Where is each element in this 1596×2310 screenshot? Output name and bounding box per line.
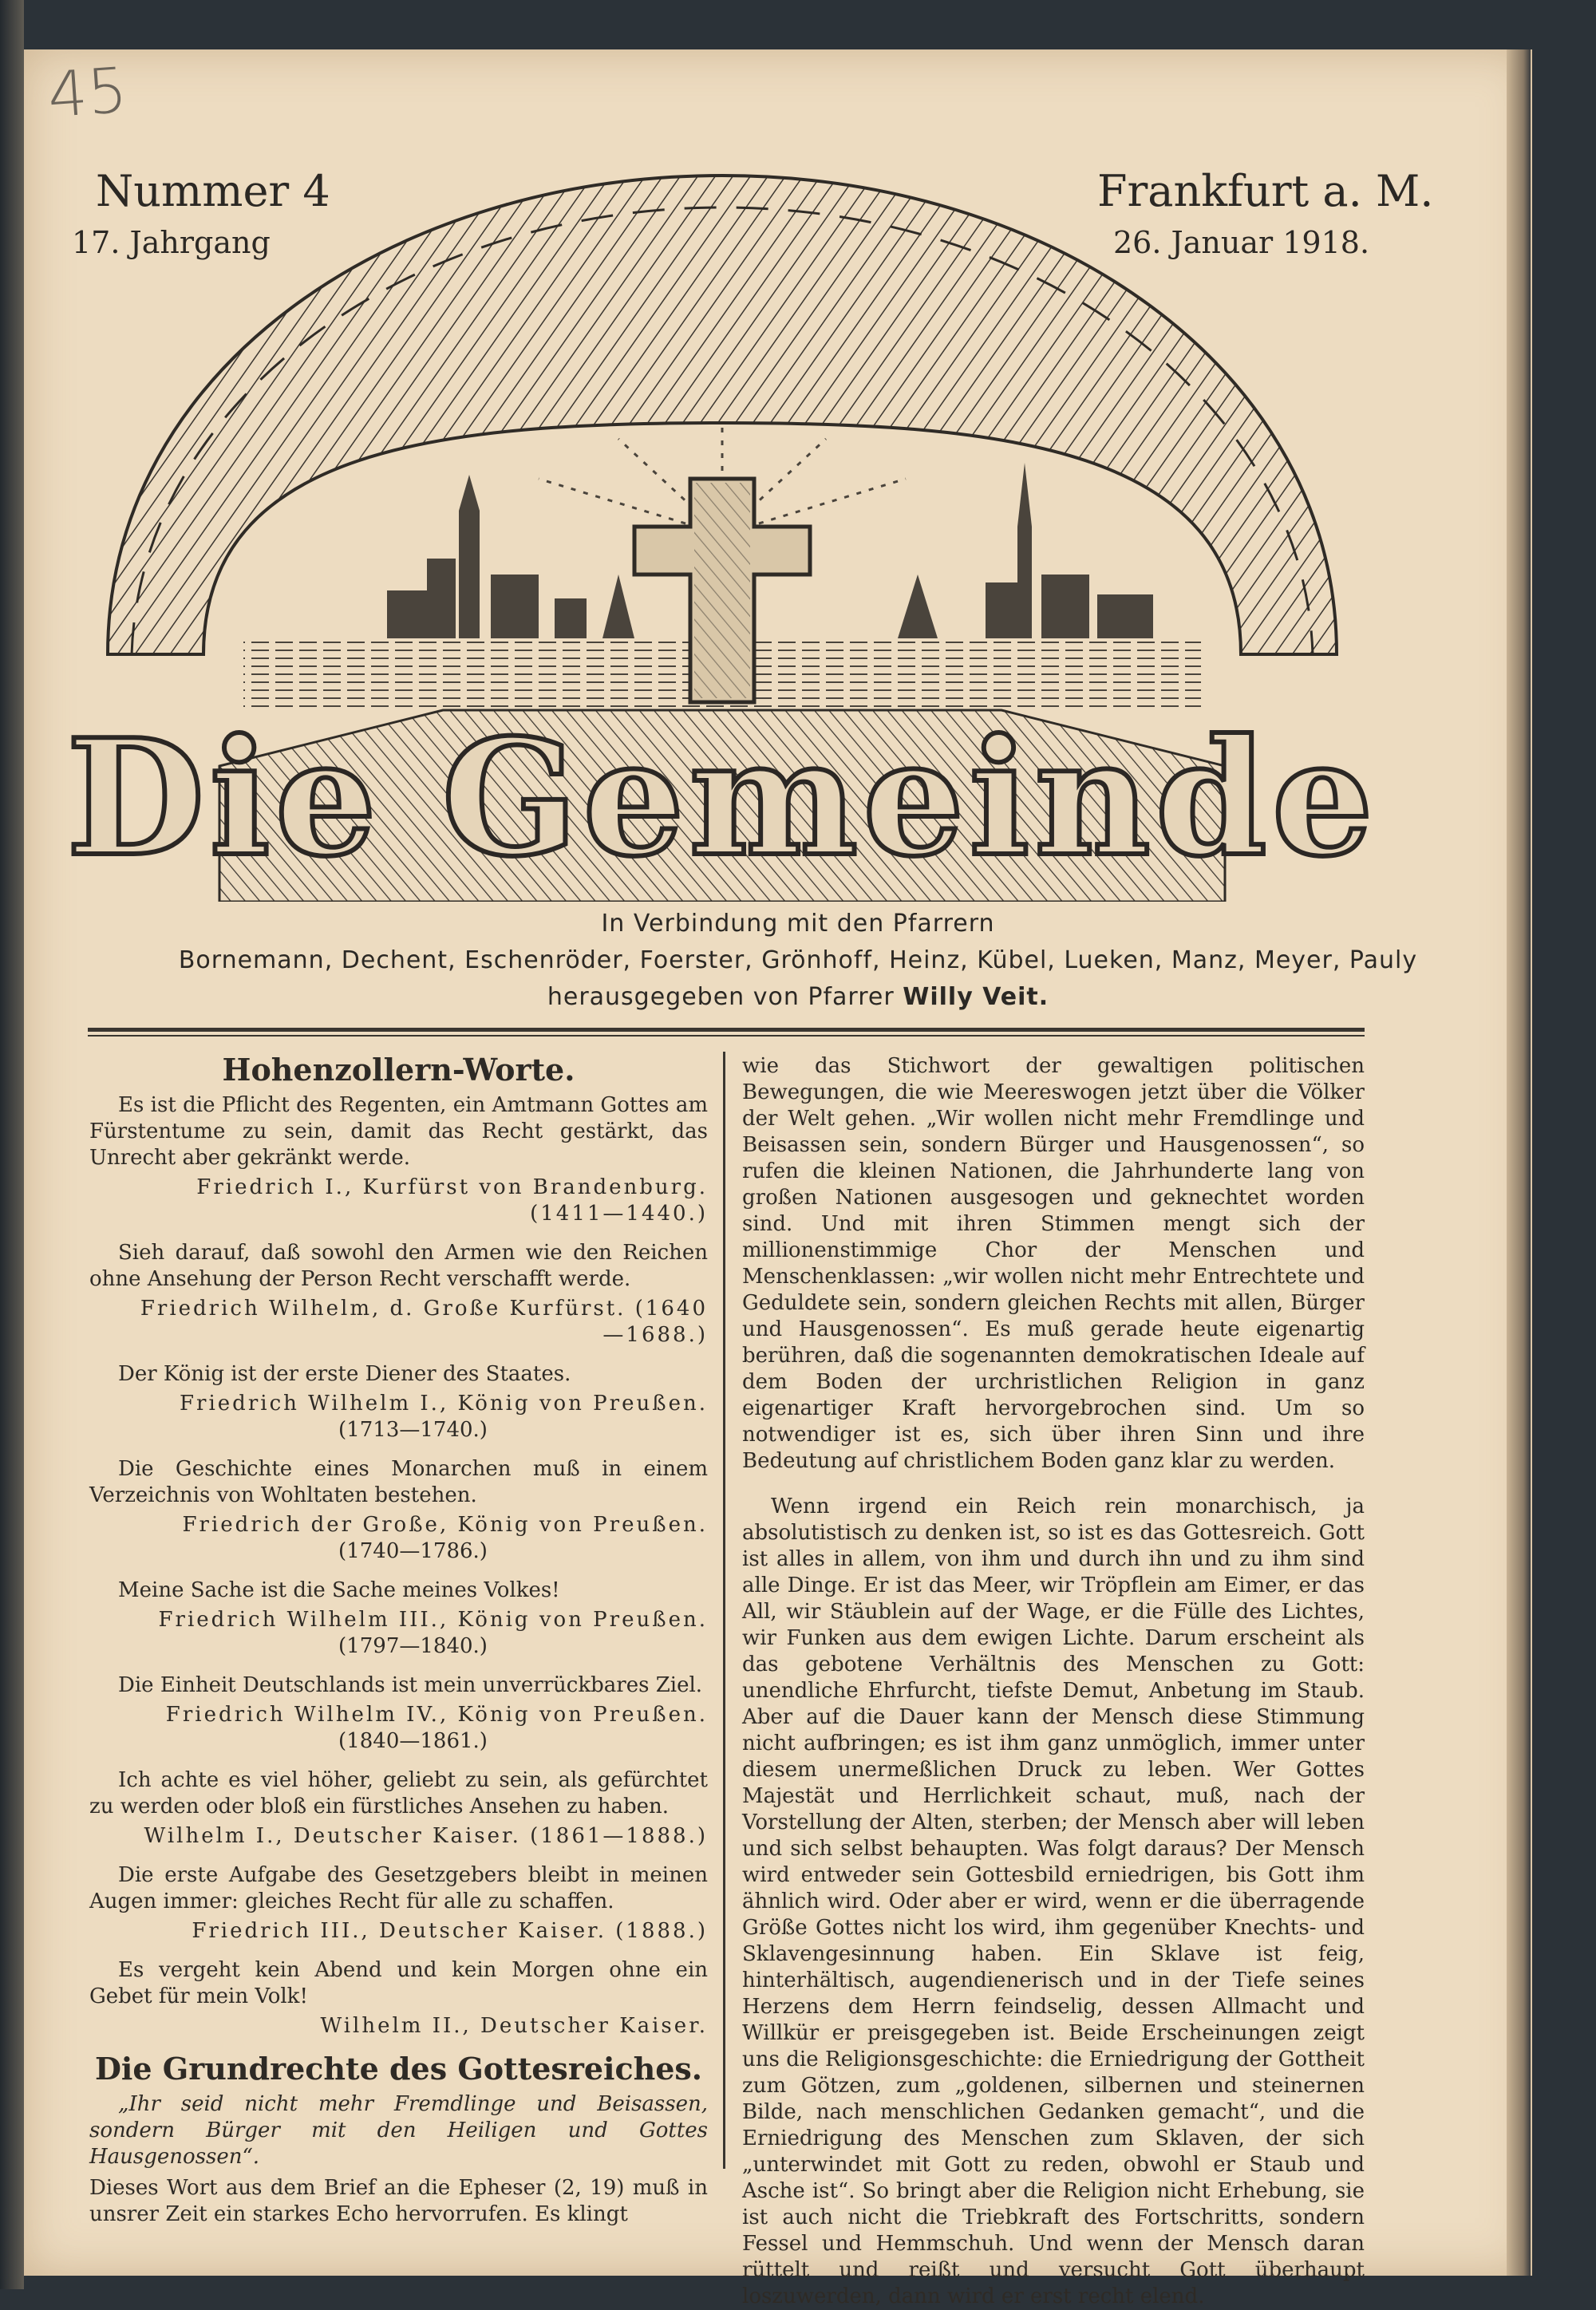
quote-attribution: Friedrich Wilhelm IV., König von Preußen. <box>165 1703 708 1727</box>
pencil-page-number: 45 <box>45 54 130 132</box>
section-title-hohenzollern: Hohenzollern-Worte. <box>222 1052 575 1088</box>
quote-years: (1713—1740.) <box>338 1418 488 1442</box>
book-binding <box>0 0 24 2289</box>
masthead-title: Die Gemeinde <box>66 705 1378 892</box>
article-paragraph: Wenn irgend ein Reich rein monarchisch, ja absolutistisch zu denken ist, so ist es das Gottesreich. Gott ist alles in allem, von ihm und durch ihn und zu ihm sind alle Dinge. Er ist das Meer, wir Tröpflein am Eimer, er das All, wir Stäublein auf der Wage, er die Fülle des Lichtes, wir Funken aus dem ewigen Lichte. Darum erscheint als das gebotene Verhältnis des Menschen zu Gott: unendliche Ehrfurcht, tiefste Demut, Anbetung im Staub. Aber auf die Dauer kann der Mensch diese Stimmung nicht aufbringen; es ist ihm ganz unmöglich, immer unter diesem unermeßlichen Druck zu leben. Wer Gottes Majestät und Herrlichkeit schaut, muß, nach der Vorstellung der Alten, sterben; der Mensch aber will leben und sich selbst behaupten. Was folgt daraus? Der Mensch wird entweder sein Gottesbild erniedrigen, bis Gott ihm ähnlich wird. Oder aber er wird, wenn er die überragende Größe Gottes nicht los wird, ihm gegenüber Knechts- und Sklavengesinnung haben. Ein Sklave ist feig, hinterhältisch, augendienerisch und in der Tiefe seines Herzens dem Herrn feindselig, dessen Allmacht und Willkür er preisgegeben ist. Beide Erscheinungen zeigt uns die Religionsgeschichte: die Erniedrigung der Gottheit zum Götzen, zum „goldenen, silbernen und steinernen Bilde, nach menschlichen Gedanken gemacht“, und die Erniedrigung des Menschen zum Sklaven, der sich „unterwindet mit Gott zu reden, obwohl er Staub und Asche ist“. So bringt aber die Religion nicht Erhebung, sie ist auch nicht die Triebkraft des Fortschritts, sondern Fessel und Hemmschuh. Und wenn der Mensch daran rüttelt und reißt und versucht Gott überhaupt loszuwerden, dann wird er erst recht elend. <box>742 1495 1365 2308</box>
quote-years: (1797—1840.) <box>338 1634 488 1658</box>
quote-text: Der König ist der erste Diener des Staates. <box>118 1362 571 1386</box>
quote-text: Es ist die Pflicht des Regenten, ein Amtmann Gottes am Fürstentume zu sein, damit das Recht gestärkt, das Unrecht aber gekränkt werde. <box>89 1093 708 1170</box>
quote-text: Meine Sache ist die Sache meines Volkes! <box>118 1578 560 1602</box>
quote-attribution: Wilhelm I., Deutscher Kaiser. (1861—1888.) <box>144 1824 708 1848</box>
subline-pastors-list: Bornemann, Dechent, Eschenröder, Foerster, Grönhoff, Heinz, Kübel, Lueken, Manz, Meyer, Pauly <box>178 946 1418 974</box>
quote-block <box>89 1456 708 1565</box>
volume-year: 17. Jahrgang <box>72 225 271 260</box>
quote-years: (1740—1786.) <box>338 1539 488 1563</box>
quote-attribution: Friedrich Wilhelm, d. Große Kurfürst. (1640—1688.) <box>140 1297 708 1347</box>
quote-text: Sieh darauf, daß sowohl den Armen wie den Reichen ohne Ansehung der Person Recht verschafft werde. <box>89 1241 708 1291</box>
quote-block <box>89 1767 708 1850</box>
issue-number: Nummer 4 <box>96 166 330 216</box>
article-paragraph: wie das Stichwort der gewaltigen politischen Bewegungen, die wie Meereswogen jetzt über die Völker der Welt gehen. „Wir wollen nicht mehr Fremdlinge und Beisassen sein, sondern Bürger und Hausgenossen“, so rufen die kleinen Nationen, die Jahrhunderte lang von großen Nationen ausgesogen und geknechtet worden sind. Und mit ihren Stimmen mengt sich der millionenstimmige Chor der Menschen und Menschenklassen: „wir wollen nicht mehr Entrechtete und Geduldete sein, sondern gleichen Rechts mit allen, Bürger und Hausgenossen“. Es muß gerade heute eigenartig berühren, daß die sogenannten demokratischen Ideale auf dem Boden der urchristlichen Religion in ganz eigenartiger Kraft hervorgebrochen sind. Um so notwendiger ist es, sich über ihren Sinn und ihre Bedeutung auf christlichem Boden ganz klar zu werden. <box>742 1054 1365 1473</box>
page-edge <box>1507 49 1531 2276</box>
editor-name: Willy Veit. <box>903 983 1049 1011</box>
header-rule-thin <box>88 1035 1365 1037</box>
editor-prefix: herausgegeben von Pfarrer <box>547 983 895 1011</box>
publication-place: Frankfurt a. M. <box>1097 166 1434 216</box>
left-city-skyline <box>387 475 634 638</box>
quote-text: Es vergeht kein Abend und kein Morgen ohne ein Gebet für mein Volk! <box>89 1958 708 2008</box>
header-rule <box>88 1028 1365 1032</box>
quote-years: (1840—1861.) <box>338 1729 488 1753</box>
left-column <box>89 1053 708 2228</box>
quote-block <box>89 1361 708 1443</box>
quote-block <box>89 1862 708 1945</box>
quote-attribution: Friedrich Wilhelm III., König von Preußen. <box>158 1608 708 1632</box>
subline-pastors-intro: In Verbindung mit den Pfarrern <box>601 910 995 938</box>
quote-block <box>89 1672 708 1755</box>
quote-block <box>89 1240 708 1348</box>
publication-date: 26. Januar 1918. <box>1113 225 1370 260</box>
quote-text: Die Einheit Deutschlands ist mein unverrückbares Ziel. <box>118 1673 703 1697</box>
masthead-illustration <box>60 160 1385 902</box>
article-paragraph: Dieses Wort aus dem Brief an die Epheser (2, 19) muß in unsrer Zeit ein starkes Echo hervorrufen. Es klingt <box>89 2176 708 2226</box>
right-city-skyline <box>898 463 1153 638</box>
quote-block <box>89 1957 708 2040</box>
quote-block <box>89 1578 708 1660</box>
scripture-quote: „Ihr seid nicht mehr Fremdlinge und Beisassen, sondern Bürger mit den Heiligen und Gottes Hausgenossen“. <box>89 2092 708 2169</box>
quote-attribution: Wilhelm II., Deutscher Kaiser. <box>320 2014 708 2038</box>
quote-attribution: Friedrich der Große, König von Preußen. <box>182 1513 708 1537</box>
column-divider <box>723 1052 725 2169</box>
quote-text: Ich achte es viel höher, geliebt zu sein, als gefürchtet zu werden oder bloß ein fürstliches Ansehen zu haben. <box>89 1768 708 1818</box>
right-column <box>742 1053 1365 2310</box>
quote-attribution: Friedrich Wilhelm I., König von Preußen. <box>180 1392 708 1416</box>
quote-attribution: Friedrich I., Kurfürst von Brandenburg. (1411—1440.) <box>196 1175 708 1226</box>
quote-block <box>89 1092 708 1227</box>
section-title-grundrechte: Die Grundrechte des Gottesreiches. <box>94 2051 703 2087</box>
quote-text: Die Geschichte eines Monarchen muß in einem Verzeichnis von Wohltaten bestehen. <box>89 1457 708 1507</box>
quote-text: Die erste Aufgabe des Gesetzgebers bleibt in meinen Augen immer: gleiches Recht für alle zu schaffen. <box>89 1863 708 1913</box>
quote-attribution: Friedrich III., Deutscher Kaiser. (1888.) <box>192 1919 708 1943</box>
subline-editor <box>0 983 1596 1011</box>
